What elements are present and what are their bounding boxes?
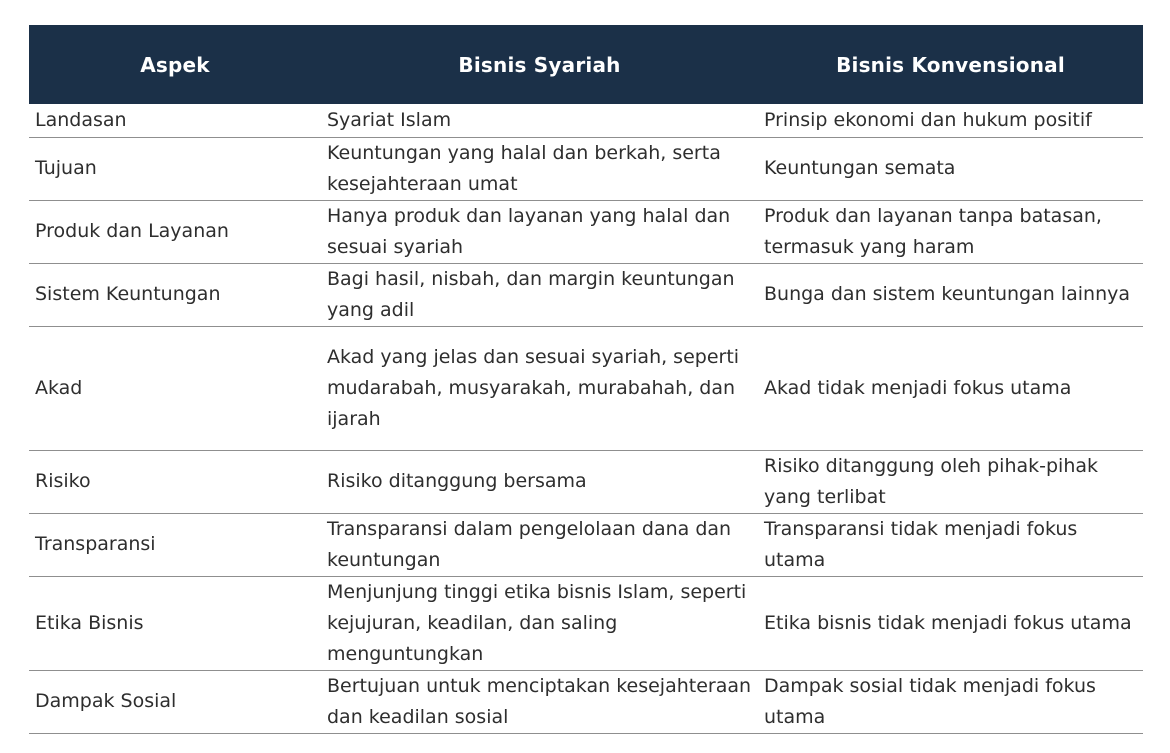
header-bisnis-syariah: Bisnis Syariah [321, 25, 758, 104]
cell-syariah: Bertujuan untuk menciptakan kesejahteraan dan keadilan sosial [321, 670, 758, 733]
table-row-akad [29, 326, 1143, 450]
table-row-tujuan [29, 137, 1143, 200]
table-row-produk-dan-layanan [29, 200, 1143, 263]
table-row-dampak-sosial [29, 670, 1143, 733]
cell-aspek: Produk dan Layanan [29, 200, 321, 263]
header-aspek: Aspek [29, 25, 321, 104]
cell-konvensional: Keuntungan semata [758, 137, 1143, 200]
cell-aspek: Landasan [29, 104, 321, 137]
cell-aspek: Dampak Sosial [29, 670, 321, 733]
cell-aspek: Transparansi [29, 513, 321, 576]
table-row-risiko [29, 450, 1143, 513]
cell-syariah: Bagi hasil, nisbah, dan margin keuntungan yang adil [321, 263, 758, 326]
cell-konvensional: Prinsip ekonomi dan hukum positif [758, 104, 1143, 137]
cell-syariah: Akad yang jelas dan sesuai syariah, seperti mudarabah, musyarakah, murabahah, dan ijarah [321, 326, 758, 450]
cell-syariah: Hanya produk dan layanan yang halal dan sesuai syariah [321, 200, 758, 263]
cell-konvensional: Produk dan layanan tanpa batasan, termasuk yang haram [758, 200, 1143, 263]
cell-konvensional: Akad tidak menjadi fokus utama [758, 326, 1143, 450]
table-row-sistem-keuntungan [29, 263, 1143, 326]
cell-syariah: Menjunjung tinggi etika bisnis Islam, seperti kejujuran, keadilan, dan saling menguntungkan [321, 576, 758, 670]
cell-aspek: Sistem Keuntungan [29, 263, 321, 326]
cell-syariah: Risiko ditanggung bersama [321, 450, 758, 513]
cell-aspek: Etika Bisnis [29, 576, 321, 670]
table-header [29, 25, 1143, 104]
cell-konvensional: Dampak sosial tidak menjadi fokus utama [758, 670, 1143, 733]
cell-syariah: Transparansi dalam pengelolaan dana dan keuntungan [321, 513, 758, 576]
comparison-table [29, 25, 1143, 734]
table-row-landasan [29, 104, 1143, 137]
header-bisnis-konvensional: Bisnis Konvensional [758, 25, 1143, 104]
table-row-transparansi [29, 513, 1143, 576]
cell-aspek: Tujuan [29, 137, 321, 200]
cell-konvensional: Risiko ditanggung oleh pihak-pihak yang terlibat [758, 450, 1143, 513]
table-body [29, 104, 1143, 733]
cell-syariah: Syariat Islam [321, 104, 758, 137]
cell-aspek: Risiko [29, 450, 321, 513]
table-row-etika-bisnis [29, 576, 1143, 670]
cell-konvensional: Bunga dan sistem keuntungan lainnya [758, 263, 1143, 326]
cell-aspek: Akad [29, 326, 321, 450]
header-row [29, 25, 1143, 104]
cell-syariah: Keuntungan yang halal dan berkah, serta kesejahteraan umat [321, 137, 758, 200]
cell-konvensional: Transparansi tidak menjadi fokus utama [758, 513, 1143, 576]
comparison-table-container [29, 25, 1143, 734]
cell-konvensional: Etika bisnis tidak menjadi fokus utama [758, 576, 1143, 670]
